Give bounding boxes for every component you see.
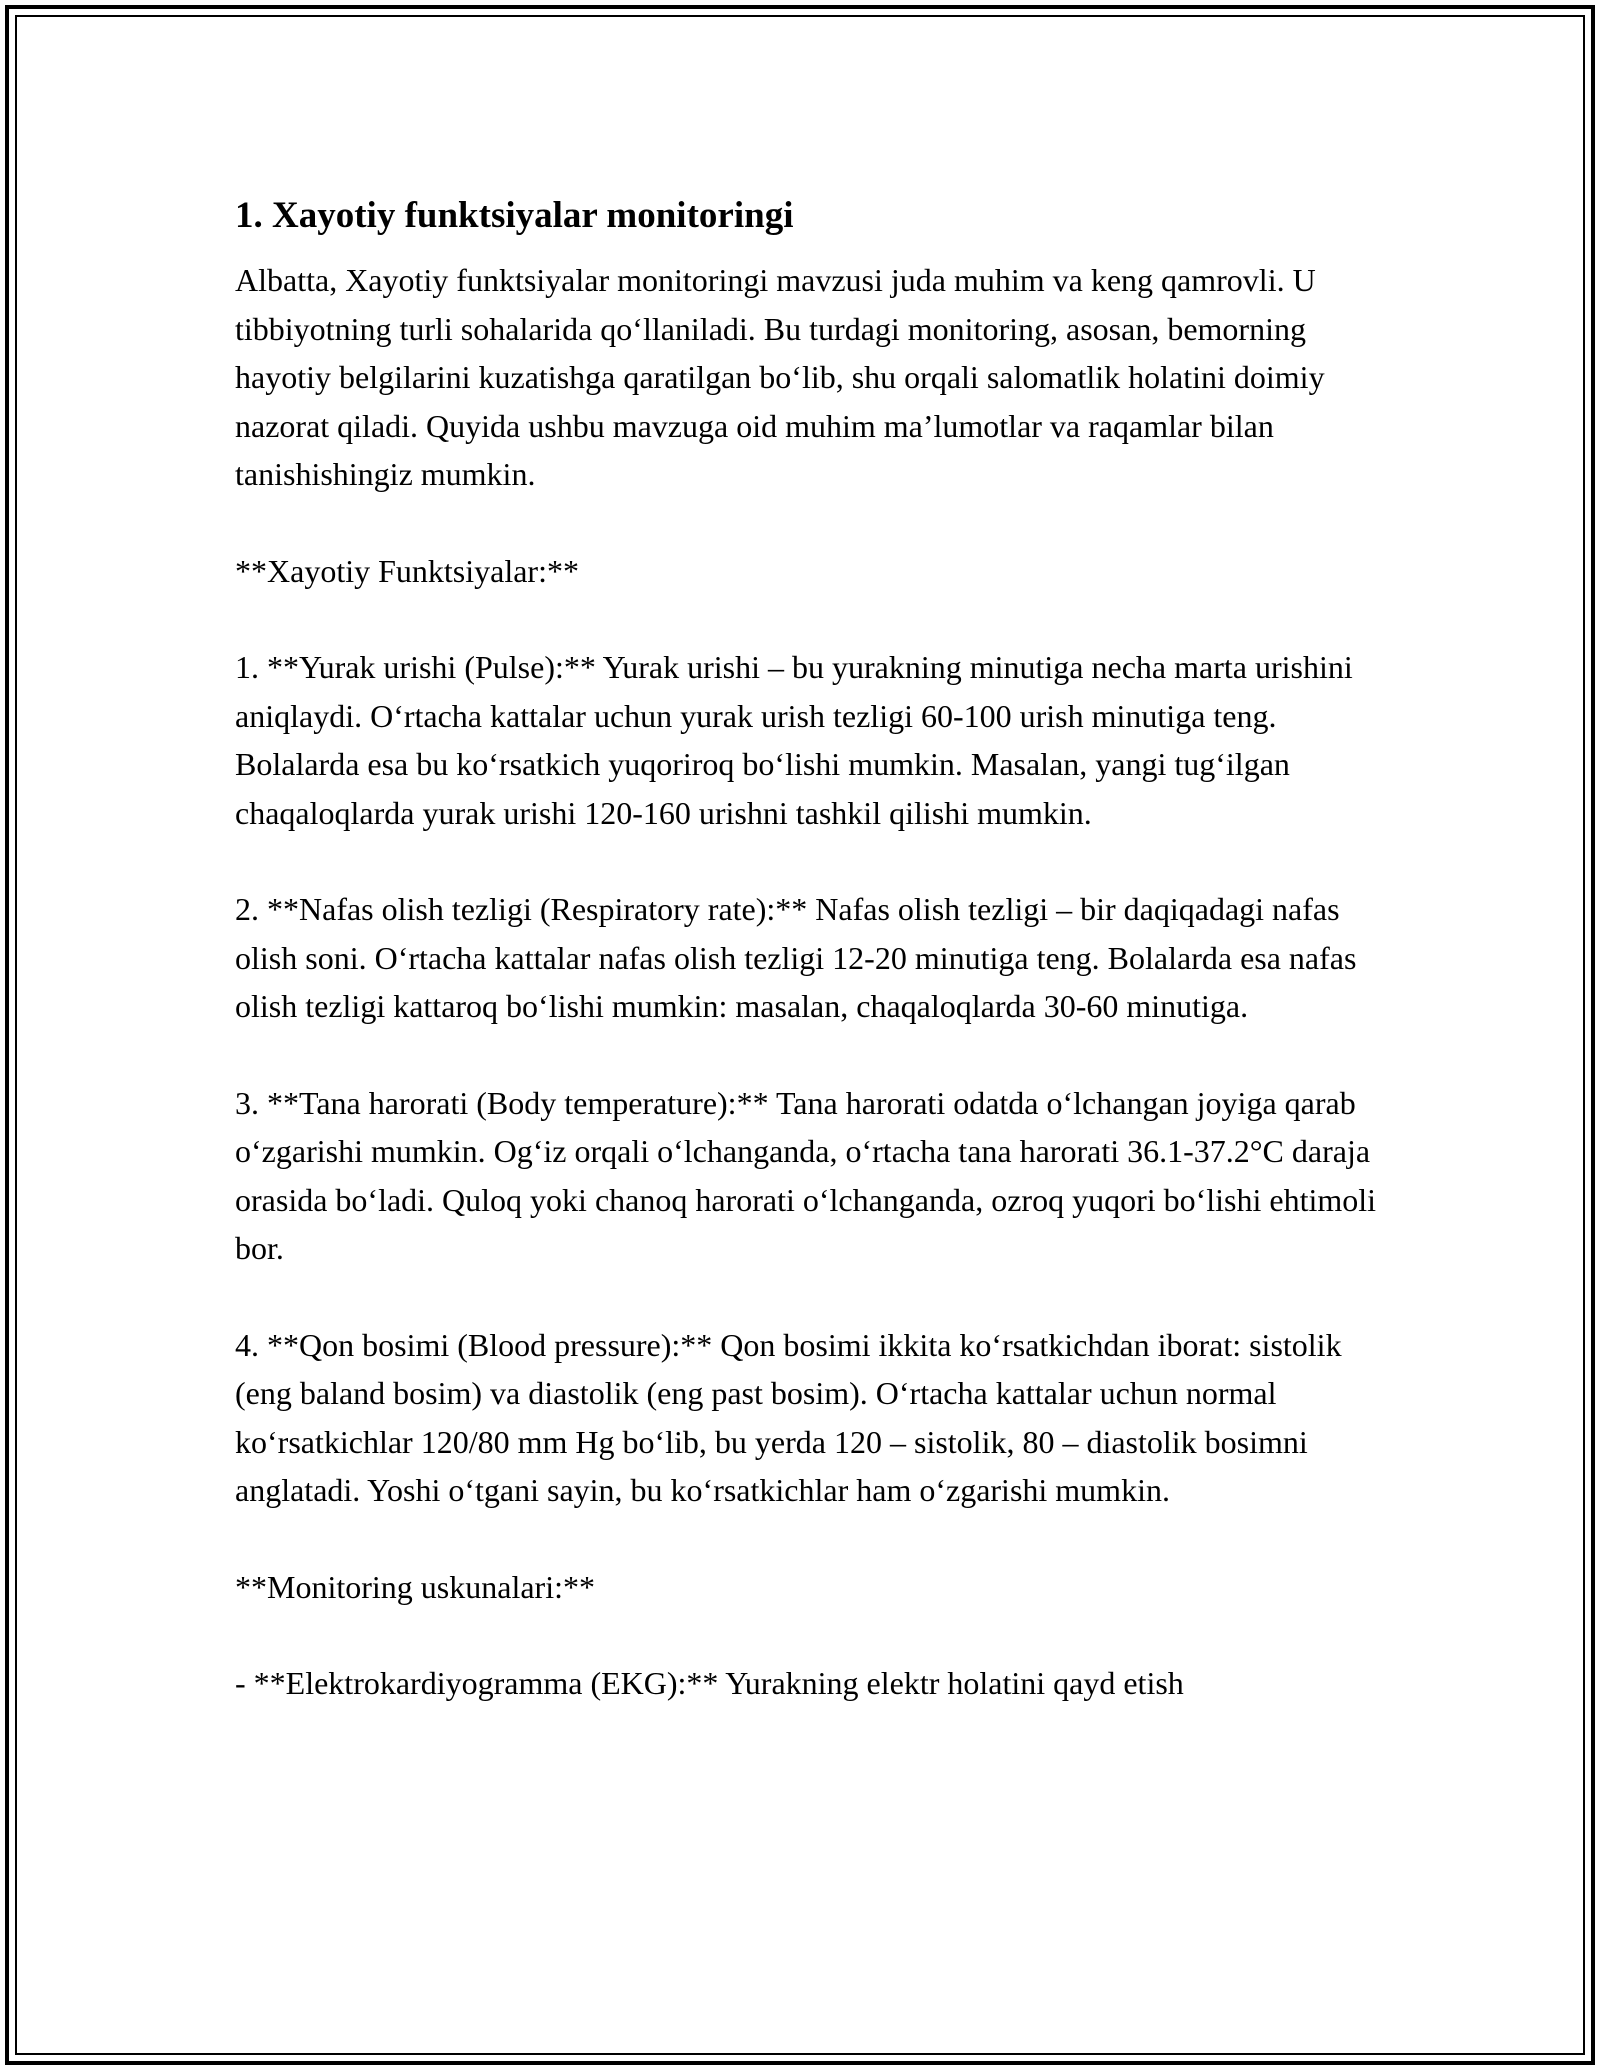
respiratory-rate-paragraph: 2. **Nafas olish tezligi (Respiratory rate):** Nafas olish tezligi – bir daqiqadagi nafas olish soni. O‘rtacha kattalar nafas olish tezligi 12-20 minutiga teng. Bolalarda esa nafas olish tezligi kattaroq bo‘lishi mumkin: masalan, chaqaloqlarda 30-60 minutiga. [235, 891, 1357, 1024]
body-temperature-paragraph: 3. **Tana harorati (Body temperature):** Tana harorati odatda o‘lchangan joyiga qarab o‘zgarishi mumkin. Og‘iz orqali o‘lchanganda, o‘rtacha tana harorati 36.1-37.2°C daraja orasida bo‘ladi. Quloq yoki chanoq harorati o‘lchanganda, ozroq yuqori bo‘lishi ehtimoli bor. [235, 1084, 1377, 1266]
intro-paragraph: Albatta, Xayotiy funktsiyalar monitoringi mavzusi juda muhim va keng qamrovli. U tibbiyotning turli sohalarida qo‘llaniladi. Bu turdagi monitoring, asosan, bemorning hayotiy belgilarini kuzatishga qaratilgan bo‘lib, shu orqali salomatlik holatini doimiy nazorat qiladi. Quyida ushbu mavzuga oid muhim ma’lumotlar va raqamlar bilan tanishishingiz mumkin. [235, 262, 1325, 492]
document-heading: 1. Xayotiy funktsiyalar monitoringi [235, 195, 794, 236]
vital-functions-subheading: **Xayotiy Funktsiyalar:** [235, 552, 579, 589]
blood-pressure-paragraph: 4. **Qon bosimi (Blood pressure):** Qon bosimi ikkita ko‘rsatkichdan iborat: sistolik (eng baland bosim) va diastolik (eng past bosim). O‘rtacha kattalar uchun normal ko‘rsatkichlar 120/80 mm Hg bo‘lib, bu yerda 120 – sistolik, 80 – diastolik bosimni anglatadi. Yoshi o‘tgani sayin, bu ko‘rsatkichlar ham o‘zgarishi mumkin. [235, 1326, 1342, 1508]
ekg-list-item: - **Elektrokardiyogramma (EKG):** Yurakning elektr holatini qayd etish [235, 1665, 1184, 1701]
monitoring-equipment-subheading: **Monitoring uskunalari:** [235, 1568, 595, 1605]
document-body [235, 188, 1380, 1708]
pulse-paragraph: 1. **Yurak urishi (Pulse):** Yurak urishi – bu yurakning minutiga necha marta urishini aniqlaydi. O‘rtacha kattalar uchun yurak urish tezligi 60-100 urish minutiga teng. Bolalarda esa bu ko‘rsatkich yuqoriroq bo‘lishi mumkin. Masalan, yangi tug‘ilgan chaqaloqlarda yurak urishi 120-160 urishni tashkil qilishi mumkin. [235, 649, 1353, 831]
